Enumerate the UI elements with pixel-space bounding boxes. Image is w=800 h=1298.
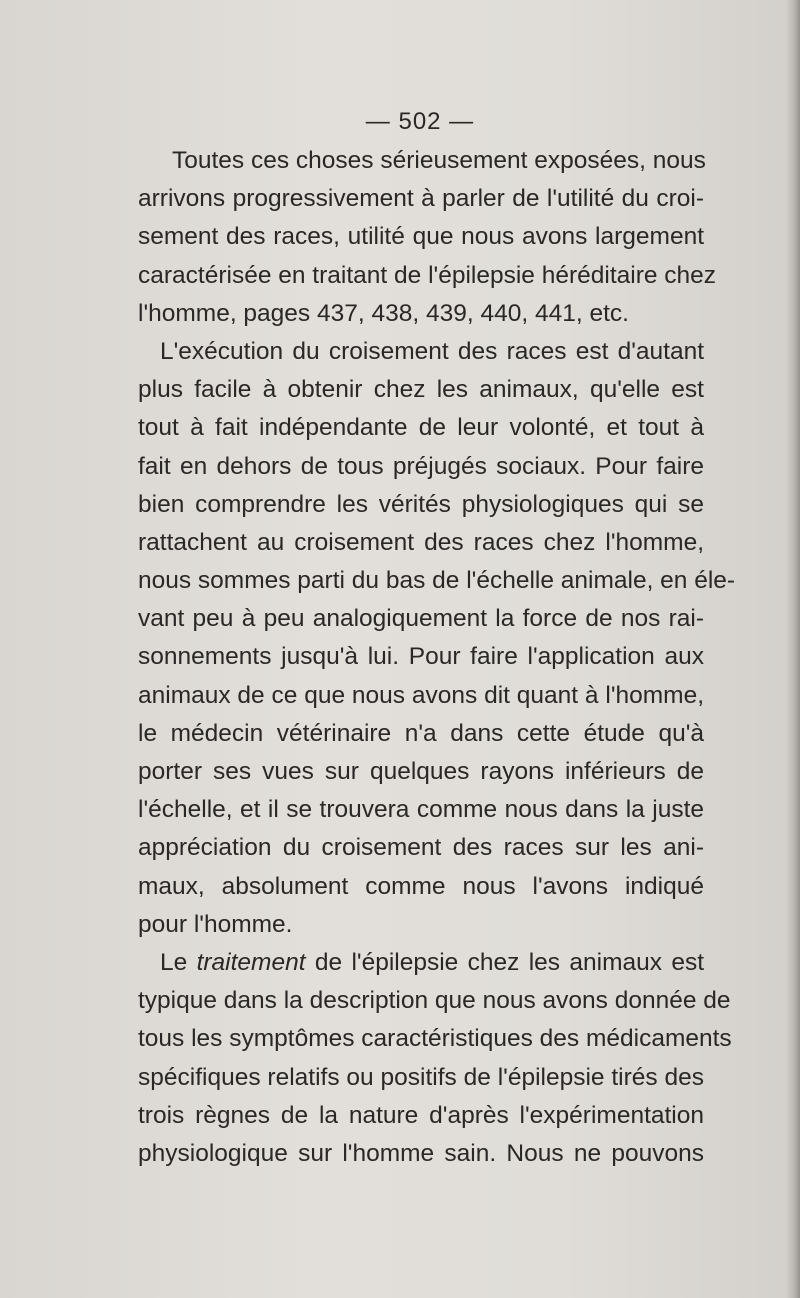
text-line: spécifiques relatifs ou positifs de l'épilepsie tirés des (138, 1063, 704, 1091)
page-number: — 502 — (365, 108, 475, 135)
text-line: l'homme, pages 437, 438, 439, 440, 441, etc. (138, 299, 629, 327)
text-line (138, 944, 704, 982)
text-line: nous sommes parti du bas de l'échelle animale, en éle- (138, 567, 736, 595)
text-line: fait en dehors de tous préjugés sociaux. Pour faire (138, 452, 704, 480)
text-line: caractérisée en traitant de l'épilepsie héréditaire chez (138, 261, 717, 289)
text-run: Le (160, 948, 197, 976)
text-line: pour l'homme. (138, 910, 293, 938)
text-line: trois règnes de la nature d'après l'expérimentation (138, 1101, 704, 1129)
italic-term: traitement (196, 948, 306, 976)
text-line: arrivons progressivement à parler de l'utilité du croi- (138, 185, 704, 213)
text-line: vant peu à peu analogiquement la force de nos rai- (138, 605, 704, 633)
text-line: typique dans la description que nous avons donnée de (138, 987, 731, 1015)
text-line: tout à fait indépendante de leur volonté, et tout à (138, 414, 704, 442)
text-line: animaux de ce que nous avons dit quant à l'homme, (138, 681, 704, 709)
body-text (138, 142, 736, 1173)
text-line: sonnements jusqu'à lui. Pour faire l'application aux (138, 643, 704, 671)
page-edge-shadow (786, 0, 800, 1298)
text-line: le médecin vétérinaire n'a dans cette étude qu'à (138, 719, 704, 747)
text-line: appréciation du croisement des races sur les ani- (138, 834, 704, 862)
text-line: porter ses vues sur quelques rayons inférieurs de (138, 758, 704, 785)
text-line: L'exécution du croisement des races est d'autant (160, 337, 704, 365)
text-line: maux, absolument comme nous l'avons indiqué (138, 872, 704, 900)
text-line: physiologique sur l'homme sain. Nous ne pouvons (138, 1139, 704, 1167)
text-line: sement des races, utilité que nous avons largement (138, 223, 704, 251)
text-line: Toutes ces choses sérieusement exposées, nous (172, 147, 706, 174)
text-line: l'échelle, et il se trouvera comme nous dans la juste (138, 796, 704, 824)
text-line: rattachent au croisement des races chez l'homme, (138, 528, 704, 556)
text-run: de l'épilepsie chez les animaux est (305, 948, 704, 976)
text-line: tous les symptômes caractéristiques des médicaments (138, 1025, 732, 1053)
text-line: plus facile à obtenir chez les animaux, qu'elle est (138, 376, 704, 404)
text-line: bien comprendre les vérités physiologiques qui se (138, 490, 704, 518)
